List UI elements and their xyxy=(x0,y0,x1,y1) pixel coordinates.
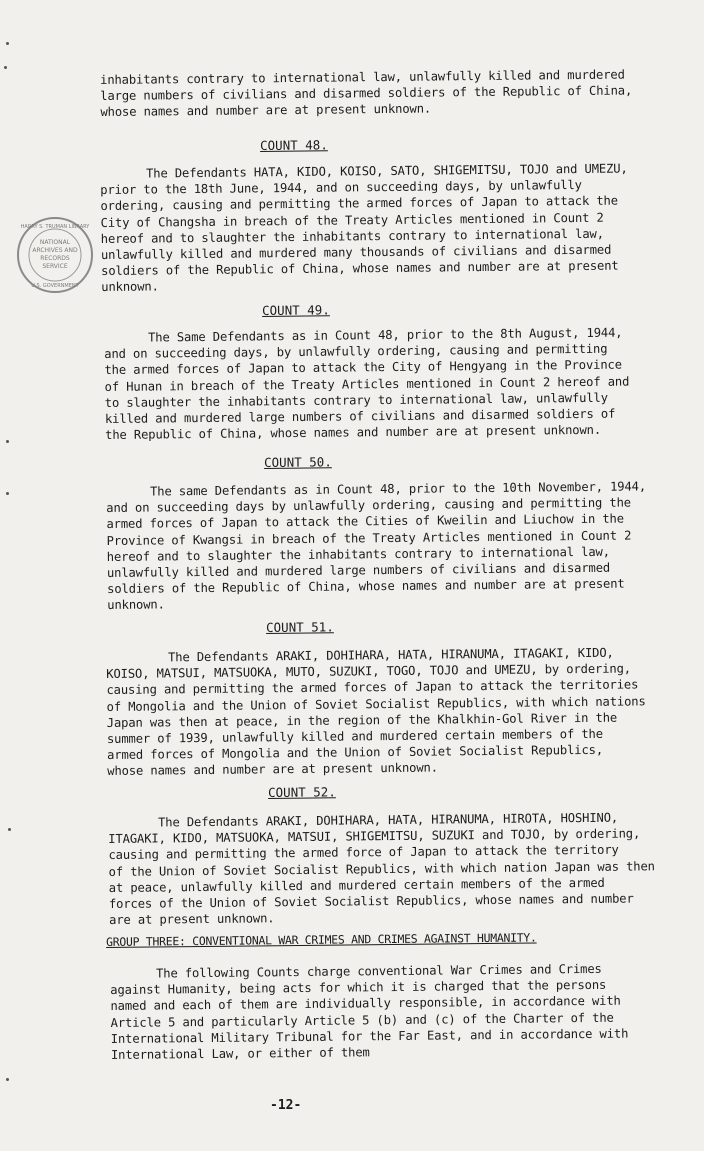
group-three-heading: GROUP THREE: CONVENTIONAL WAR CRIMES AND CRIMES AGAINST HUMANITY. xyxy=(106,930,537,949)
margin-mark xyxy=(6,42,9,45)
count-48-text: The Defendants HATA, KIDO, KOISO, SATO, SHIGEMITSU, TOJO and UMEZU, prior to the 18th June, 1944, and on succeeding days, by unlawfully ordering, causing and permitting the armed forces of Japan to attack the City of Changsha in breach of the Treaty Articles mentioned in Count 2 hereof and to slaughter the inhabitants contrary to international law, unlawfully killed and murdered many thousands of civilians and disarmed soldiers of the Republic of China, whose names and number are at present unknown. xyxy=(100,161,628,295)
count-49-text: The Same Defendants as in Count 48, prior to the 8th August, 1944, and on succeeding days, by unlawfully ordering, causing and permitting the armed forces of Japan to attack the City of Hengyang in the Province of Hunan in breach of the Treaty Articles mentioned in Count 2 hereof and to slaughter the inhabitants contrary to international law, unlawfully killed and murdered large numbers of civilians and disarmed soldiers of the Republic of China, whose names and number are at present unknown. xyxy=(104,325,630,443)
page-number: -12- xyxy=(270,1098,302,1113)
stamp-text: HARRY S. TRUMAN LIBRARY xyxy=(20,224,90,230)
stamp-text: NATIONAL xyxy=(39,239,71,246)
count-52-heading: COUNT 52. xyxy=(268,784,336,800)
margin-mark xyxy=(6,1078,9,1081)
count-51-heading: COUNT 51. xyxy=(266,619,334,635)
stamp-text: SERVICE xyxy=(42,263,68,270)
margin-mark xyxy=(6,492,9,495)
archive-stamp xyxy=(16,216,94,294)
count-50-heading: COUNT 50. xyxy=(264,454,332,470)
intro-paragraph: inhabitants contrary to international law, unlawfully killed and murdered large numbers of civilians and disarmed soldiers of the Republic of China, whose names and number are at present unknown. xyxy=(100,67,633,120)
margin-mark xyxy=(6,440,9,443)
margin-mark xyxy=(8,828,11,831)
count-49-heading: COUNT 49. xyxy=(262,302,330,318)
count-52-text: The Defendants ARAKI, DOHIHARA, HATA, HIRANUMA, HIROTA, HOSHINO, ITAGAKI, KIDO, MATSUOKA, MATSUI, SHIGEMITSU, SUZUKI and TOJO, by ordering, causing and permitting the armed force of Japan to attack the territory of the Union of Soviet Socialist Republics, with which nation Japan was then at peace, unlawfully killed and murdered certain members of the armed forces of the Union of Soviet Socialist Republics, whose names and number are at present unknown. xyxy=(108,810,655,928)
count-48-heading: COUNT 48. xyxy=(260,137,328,153)
stamp-text: U.S. GOVERNMENT xyxy=(31,283,79,289)
margin-mark xyxy=(4,66,7,69)
stamp-text: RECORDS xyxy=(40,255,70,262)
count-50-text: The same Defendants as in Count 48, prior to the 10th November, 1944, and on succeeding days by unlawfully ordering, causing and permitting the armed forces of Japan to attack the Cities of Kweilin and Liuchow in the Province of Kwangsi in breach of the Treaty Articles mentioned in Count 2 hereof and to slaughter the inhabitants contrary to international law, unlawfully killed and murdered large numbers of civilians and disarmed soldiers of the Republic of China, whose names and number are at present unknown. xyxy=(106,479,647,613)
stamp-text: ARCHIVES AND xyxy=(32,247,78,254)
group-three-text: The following Counts charge conventional War Crimes and Crimes against Humanity, being acts for which it is charged that the persons named and each of them are individually responsible, in accordance with Article 5 and particularly Article 5 (b) and (c) of the Charter of the International Military Tribunal for the Far East, and in accordance with International Law, or either of them xyxy=(110,961,629,1063)
count-51-text: The Defendants ARAKI, DOHIHARA, HATA, HIRANUMA, ITAGAKI, KIDO, KOISO, MATSUI, MATSUOKA, MUTO, SUZUKI, TOGO, TOJO and UMEZU, by ordering, causing and permitting the armed forces of Japan to attack the territories of Mongolia and the Union of Soviet Socialist Republics, with which nations Japan was then at peace, in the region of the Khalkhin-Gol River in the summer of 1939, unlawfully killed and murdered certain members of the armed forces of Mongolia and the Union of Soviet Socialist Republics, whose names and number are at present unknown. xyxy=(106,645,646,779)
